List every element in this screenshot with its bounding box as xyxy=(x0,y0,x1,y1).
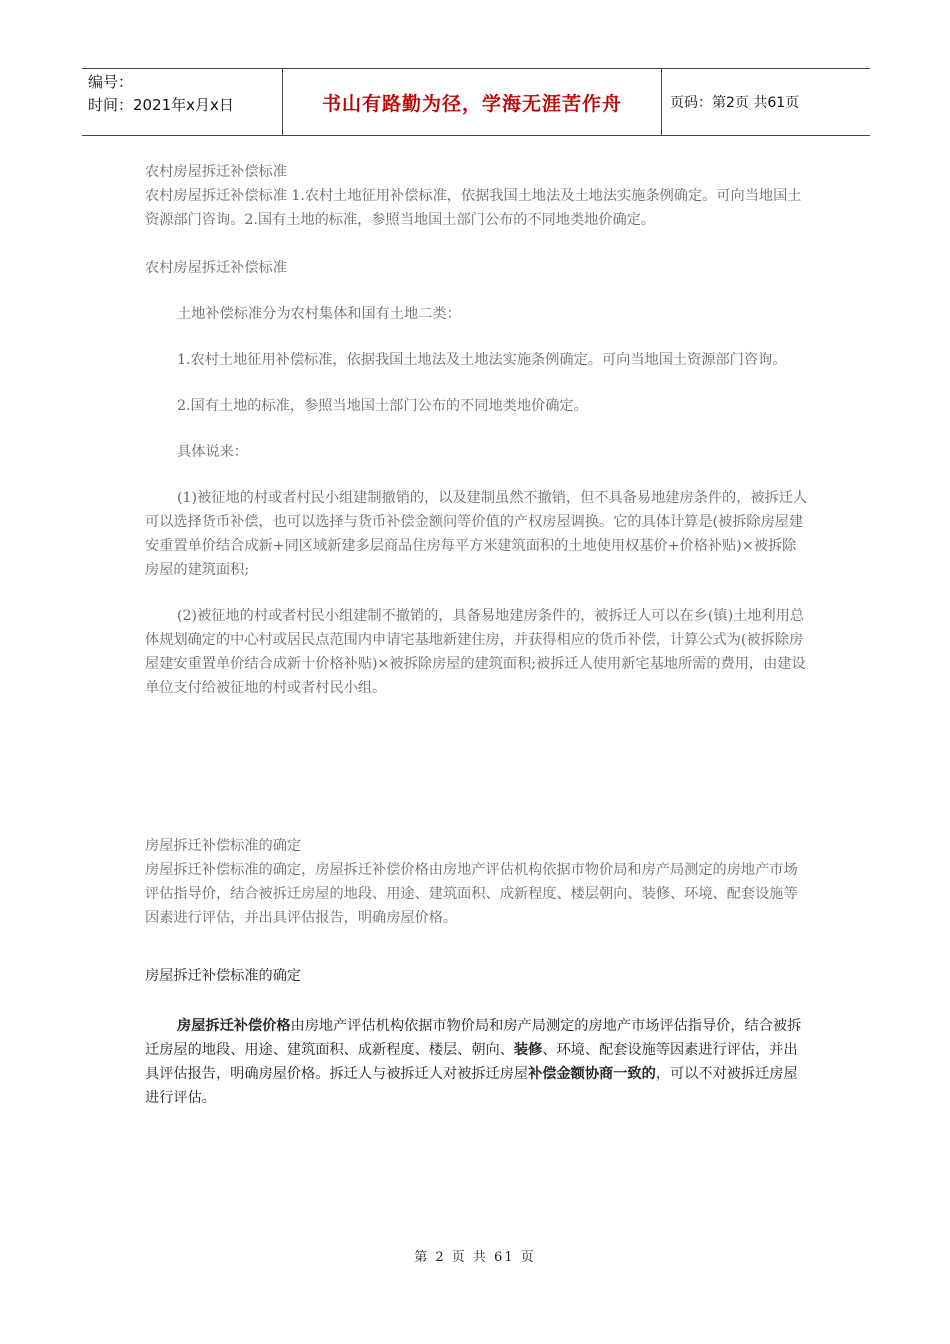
section1-paragraph: 土地补偿标准分为农村集体和国有土地二类： xyxy=(177,306,461,322)
section2-title-repeat: 房屋拆迁补偿标准的确定 xyxy=(145,968,302,984)
document-header xyxy=(82,68,870,136)
header-page-info: 页码：第2页 共61页 xyxy=(670,95,800,111)
section2-paragraph xyxy=(145,1014,810,1110)
section2-summary: 房屋拆迁补偿标准的确定，房屋拆迁补偿价格由房地产评估机构依据市物价局和房产局测定的房地产市场评估指导价，结合被拆迁房屋的地段、用途、建筑面积、成新程度、楼层朝向、装修、环境、配套设施等因素进行评估，并出具评估报告，明确房屋价格。 xyxy=(145,862,798,926)
section1-summary: 农村房屋拆迁补偿标准 1.农村土地征用补偿标准，依据我国土地法及土地法实施条例确定。可向当地国土资源部门咨询。2.国有土地的标准，参照当地国土部门公布的不同地类地价确定。 xyxy=(145,188,802,228)
time-label: 时间：2021年x月x日 xyxy=(88,96,234,114)
section1-title: 农村房屋拆迁补偿标准 xyxy=(145,164,287,180)
paragraph-text: ，可以不对被拆迁房屋进行评估。 xyxy=(145,1066,798,1106)
header-motto: 书山有路勤为径，学海无涯苦作舟 xyxy=(282,69,662,135)
section1-paragraph: 具体说来： xyxy=(177,444,248,460)
paragraph-text: 、环境、配套设施等因素进行评估，并出具评估报告，明确房屋价格。拆迁人与被拆迁人对被拆迁房屋 xyxy=(145,1042,798,1082)
section2-title: 房屋拆迁补偿标准的确定 xyxy=(145,838,302,854)
section1-paragraph: (2)被征地的村或者村民小组建制不撤销的，具备易地建房条件的，被拆迁人可以在乡(镇)土地利用总体规划确定的中心村或居民点范围内申请宅基地新建住房，并获得相应的货币补偿，计算公式为(被拆除房屋建安重置单价结合成新十价格补贴)×被拆除房屋的建筑面积;被拆迁人使用新宅基地所需的费用，由建设单位支付给被征地的村或者村民小组。 xyxy=(145,608,806,696)
bold-term: 装修 xyxy=(513,1042,543,1058)
section1-paragraph: (1)被征地的村或者村民小组建制撤销的，以及建制虽然不撤销，但不具备易地建房条件的，被拆迁人可以选择货币补偿，也可以选择与货币补偿金额问等价值的产权房屋调换。它的具体计算是(被拆除房屋建安重置单价结合成新+同区域新建多层商品住房每平方米建筑面积的土地使用权基价+价格补贴)×被拆除房屋的建筑面积; xyxy=(145,490,808,578)
bold-term: 补偿金额协商一致的 xyxy=(528,1066,656,1082)
bold-term: 房屋拆迁补偿价格 xyxy=(177,1018,291,1034)
number-label: 编号： xyxy=(88,73,134,91)
section1-paragraph: 1.农村土地征用补偿标准，依据我国土地法及土地法实施条例确定。可向当地国土资源部门咨询。 xyxy=(177,352,787,368)
paragraph-text: 由房地产评估机构依据市物价局和房产局测定的房地产市场评估指导价，结合被拆迁房屋的地段、用途、建筑面积、成新程度、楼层、朝向、 xyxy=(145,1018,802,1058)
document-body xyxy=(145,160,810,1110)
section1-title-repeat: 农村房屋拆迁补偿标准 xyxy=(145,260,287,276)
section1-paragraph: 2.国有土地的标准，参照当地国土部门公布的不同地类地价确定。 xyxy=(177,398,588,414)
header-meta xyxy=(82,69,282,135)
page-footer: 第 2 页 共 61 页 xyxy=(414,1250,536,1265)
